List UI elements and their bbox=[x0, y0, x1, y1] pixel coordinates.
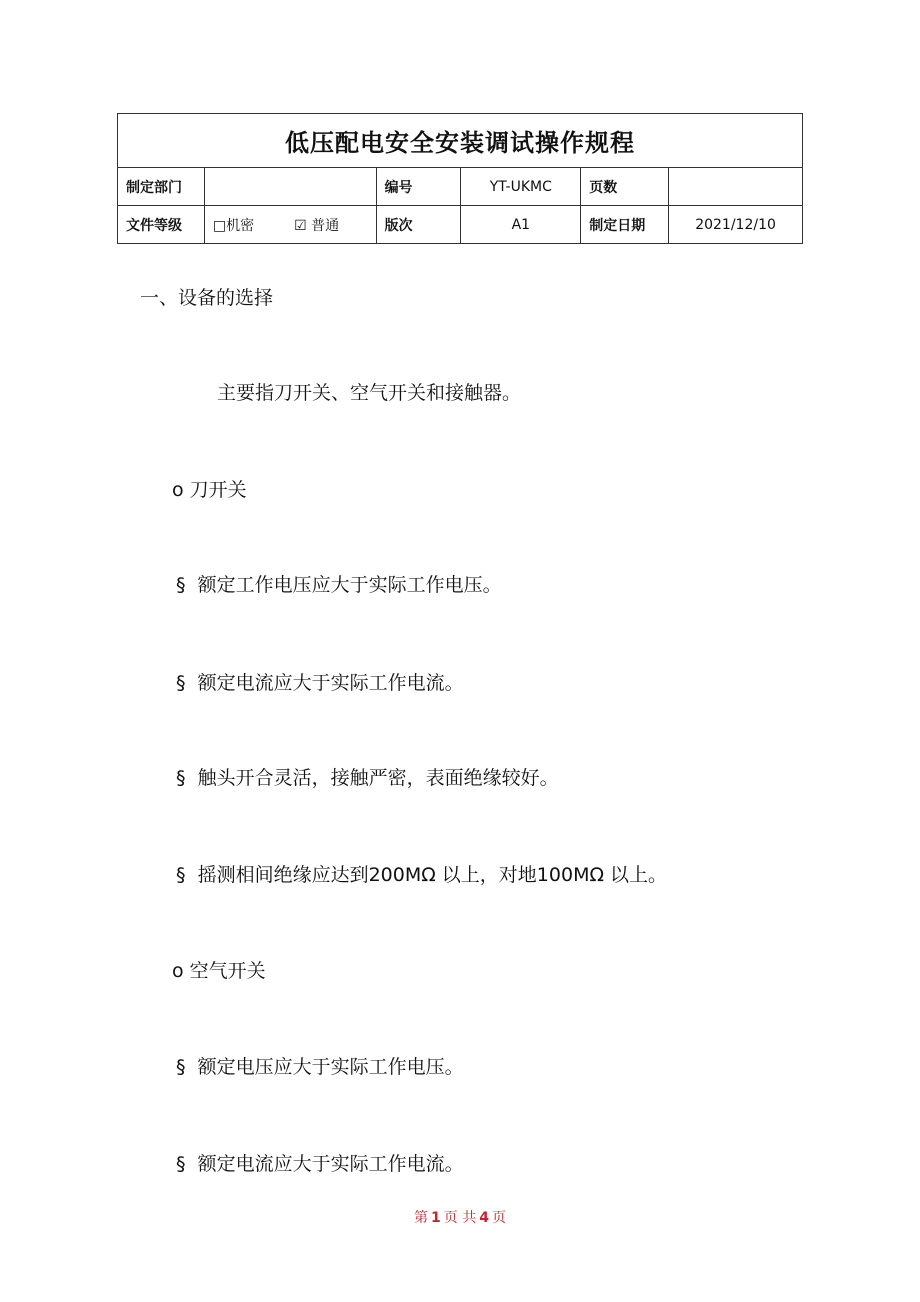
header-table bbox=[117, 113, 803, 244]
version-label: 版次 bbox=[376, 206, 461, 244]
version-value: A1 bbox=[461, 206, 581, 244]
list-item: § 触头开合灵活，接触严密，表面绝缘较好。 bbox=[176, 767, 559, 789]
subsection-title: o 空气开关 bbox=[172, 960, 266, 982]
document-title: 低压配电安全安装调试操作规程 bbox=[118, 114, 803, 168]
list-item: § 摇测相间绝缘应达到200MΩ 以上，对地100MΩ 以上。 bbox=[176, 864, 668, 886]
code-label: 编号 bbox=[376, 168, 461, 206]
date-label: 制定日期 bbox=[581, 206, 669, 244]
list-item: § 额定工作电压应大于实际工作电压。 bbox=[176, 574, 502, 596]
list-item: § 额定电流应大于实际工作电流。 bbox=[176, 672, 464, 694]
list-item: § 额定电压应大于实际工作电压。 bbox=[176, 1056, 464, 1078]
code-value: YT-UKMC bbox=[461, 168, 581, 206]
intro-paragraph: 主要指刀开关、空气开关和接触器。 bbox=[217, 382, 522, 404]
section-heading: 一、设备的选择 bbox=[140, 287, 274, 309]
level-value bbox=[204, 206, 376, 244]
level-secret-checkbox: □机密 bbox=[212, 217, 255, 234]
subsection-title: o 刀开关 bbox=[172, 479, 247, 501]
pages-label: 页数 bbox=[581, 168, 669, 206]
level-normal-checkbox: ☑ 普通 bbox=[294, 217, 340, 234]
dept-label: 制定部门 bbox=[118, 168, 205, 206]
pages-value bbox=[669, 168, 803, 206]
page-footer: 第 1 页 共 4 页 bbox=[414, 1210, 506, 1226]
dept-value bbox=[204, 168, 376, 206]
list-item: § 额定电流应大于实际工作电流。 bbox=[176, 1153, 464, 1175]
date-value: 2021/12/10 bbox=[669, 206, 803, 244]
level-label: 文件等级 bbox=[118, 206, 205, 244]
